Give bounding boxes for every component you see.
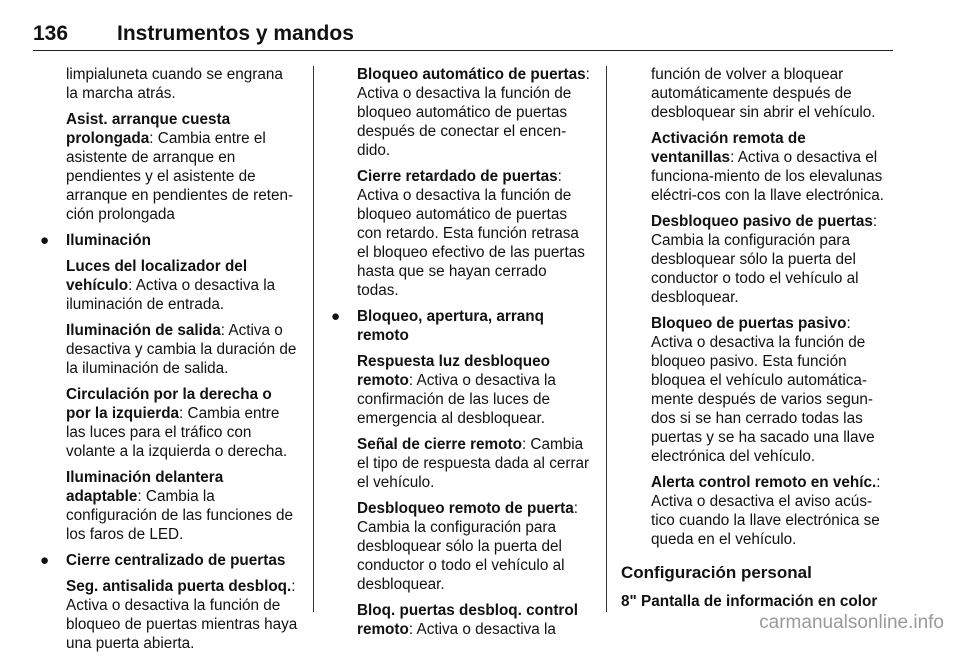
setting-label: Activación remota de ventanillas [651, 130, 806, 166]
setting-description: : Activa o desactiva la función de bloqueo automático de puertas después de conectar el encen‐dido. [357, 66, 590, 159]
setting-item [651, 129, 891, 205]
setting-description: : Activa o desactiva la confirmación de las luces de emergencia al desbloquear. [357, 372, 556, 427]
setting-item [66, 468, 298, 544]
setting-item [357, 601, 592, 639]
setting-description: : Cambia el tipo de respuesta dada al cerrar el vehículo. [357, 436, 590, 491]
page-number: 136 [33, 22, 69, 45]
bullet-icon: ● [40, 232, 50, 249]
setting-description: : Activa o desactiva la función de bloqueo de puertas mientras haya una puerta abierta. [66, 578, 298, 652]
setting-item [651, 314, 891, 466]
setting-item [66, 257, 298, 314]
setting-description: : Activa o desactiva y cambia la duración de la iluminación de salida. [66, 322, 297, 377]
setting-description: : Cambia la configuración para desbloquear sólo la puerta del conductor o todo el vehículo al desbloquear. [357, 500, 578, 593]
column-1 [40, 65, 298, 660]
paragraph-text: limpialuneta cuando se engrana la marcha atrás. [66, 66, 283, 102]
setting-label: Desbloqueo pasivo de puertas [651, 213, 873, 230]
setting-label: Señal de cierre remoto [357, 436, 522, 453]
setting-item [357, 499, 592, 594]
bullet-icon: ● [331, 308, 341, 325]
setting-label: Bloqueo automático de puertas [357, 66, 586, 83]
setting-description: : Activa o desactiva el funciona‐miento de los elevalunas eléctri‐cos con la llave electrónica. [651, 149, 884, 204]
setting-description: : Cambia la configuración de las funciones de los faros de LED. [66, 488, 294, 543]
bullet-title: Iluminación [66, 232, 151, 249]
page-title: Instrumentos y mandos [117, 22, 354, 45]
setting-description: : Activa o desactiva el aviso acús‐tico cuando la llave electrónica se queda en el vehículo. [651, 474, 881, 548]
bullet-title: Bloqueo, apertura, arranq remoto [357, 308, 544, 344]
paragraph [651, 65, 891, 122]
setting-description: : Activa o desactiva la iluminación de entrada. [66, 277, 276, 313]
setting-label: Respuesta luz desbloqueo remoto [357, 353, 550, 389]
paragraph-text: función de volver a bloquear automáticamente después de desbloquear sin abrir el vehículo. [651, 66, 876, 121]
setting-label: Seg. antisalida puerta desbloq. [66, 578, 292, 595]
setting-label: Iluminación delantera adaptable [66, 469, 224, 505]
setting-description: : Cambia entre las luces para el tráfico con volante a la izquierda o derecha. [66, 405, 288, 460]
column-divider [313, 66, 314, 612]
setting-description: : Cambia entre el asistente de arranque en pendientes y el asistente de arranque en pendientes de reten‐ción prolongada [66, 130, 294, 223]
column-2 [331, 65, 592, 646]
setting-label: Desbloqueo remoto de puerta [357, 500, 574, 517]
bullet-icon: ● [40, 552, 50, 569]
setting-label: Alerta control remoto en vehíc. [651, 474, 877, 491]
bullet-title: Cierre centralizado de puertas [66, 552, 286, 569]
setting-description: : Activa o desactiva la función de bloqueo automático de puertas con retardo. Esta función retrasa el bloqueo efectivo de las puertas hasta que se hayan cerrado todas. [357, 168, 585, 299]
bullet-item [331, 307, 592, 345]
setting-label: Circulación por la derecha o por la izquierda [66, 386, 272, 422]
setting-label: Bloqueo de puertas pasivo [651, 315, 847, 332]
setting-item [66, 321, 298, 378]
setting-label: Asist. arranque cuesta prolongada [66, 111, 231, 147]
setting-item [357, 435, 592, 492]
bullet-item [40, 231, 298, 250]
setting-item [66, 110, 298, 224]
setting-description: : Activa o desactiva la función de bloqueo pasivo. Esta función bloquea el vehículo automática‐mente después de varios segun‐dos si se han cerrado todas las puertas y se ha sacado una llave electrónica del vehículo. [651, 315, 875, 465]
setting-item [357, 352, 592, 428]
column-3 [621, 65, 891, 611]
column-divider [606, 66, 607, 612]
setting-item [357, 167, 592, 300]
paragraph [66, 65, 298, 103]
setting-label: Bloq. puertas desbloq. control remoto [357, 602, 578, 638]
section-heading: Configuración personal [621, 563, 812, 582]
subsection-heading: 8" Pantalla de información en color [621, 593, 878, 610]
bullet-item [40, 551, 298, 570]
setting-item [651, 212, 891, 307]
page-header [33, 22, 893, 51]
setting-label: Cierre retardado de puertas [357, 168, 558, 185]
setting-label: Luces del localizador del vehículo [66, 258, 248, 294]
setting-item [66, 385, 298, 461]
watermark-site: carmanualsonline.info [759, 612, 944, 633]
setting-description: : Activa o desactiva la [408, 621, 556, 638]
setting-item [357, 65, 592, 160]
setting-item [651, 473, 891, 549]
setting-description: : Cambia la configuración para desbloquear sólo la puerta del conductor o todo el vehículo al desbloquear. [651, 213, 878, 306]
setting-label: Iluminación de salida [66, 322, 221, 339]
